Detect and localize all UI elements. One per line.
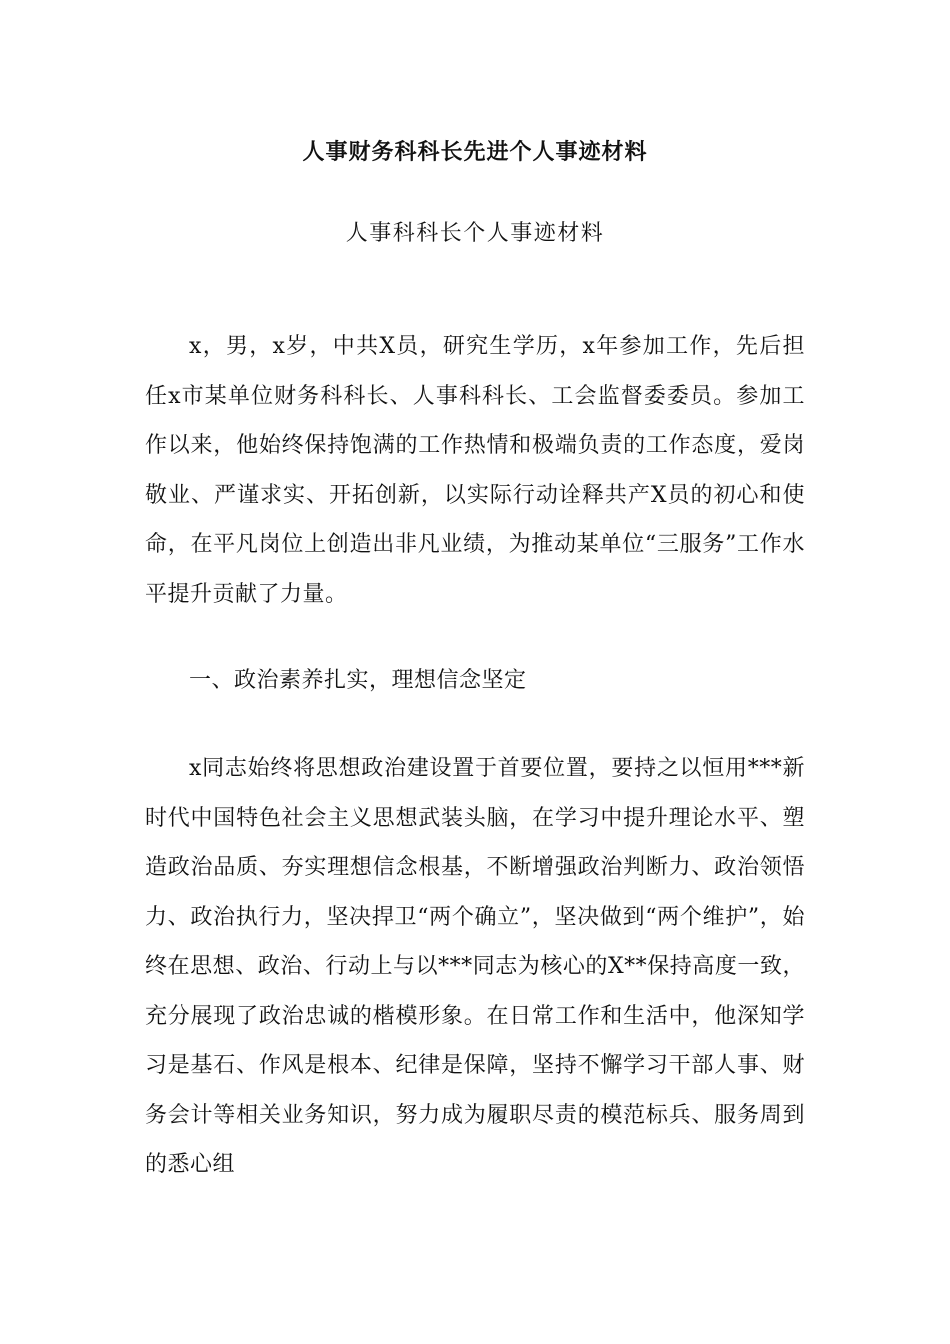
section-heading: 一、政治素养扎实，理想信念坚定	[189, 668, 527, 693]
document-subtitle: 人事科科长个人事迹材料	[345, 221, 605, 246]
document-title: 人事财务科科长先进个人事迹材料	[302, 139, 648, 165]
intro-paragraph: x，男，x岁，中共X员，研究生学历，x年参加工作，先后担任x市某单位财务科科长、人事科科长、工会监督委委员。参加工作以来，他始终保持饱满的工作热情和极端负责的工作态度，爱岗敬业、严谨求实、开拓创新，以实际行动诠释共产X员的初心和使命，在平凡岗位上创造出非凡业绩，为推动某单位“三服务”工作水平提升贡献了力量。	[145, 334, 805, 607]
section-paragraph: x同志始终将思想政治建设置于首要位置，要持之以恒用***新时代中国特色社会主义思想武装头脑，在学习中提升理论水平、塑造政治品质、夯实理想信念根基，不断增强政治判断力、政治领悟力、政治执行力，坚决捍卫“两个确立”，坚决做到“两个维护”，始终在思想、政治、行动上与以***同志为核心的X**保持高度一致，充分展现了政治忠诚的楷模形象。在日常工作和生活中，他深知学习是基石、作风是根本、纪律是保障，坚持不懈学习干部人事、财务会计等相关业务知识，努力成为履职尽责的模范标兵、服务周到的悉心组	[145, 756, 805, 1177]
